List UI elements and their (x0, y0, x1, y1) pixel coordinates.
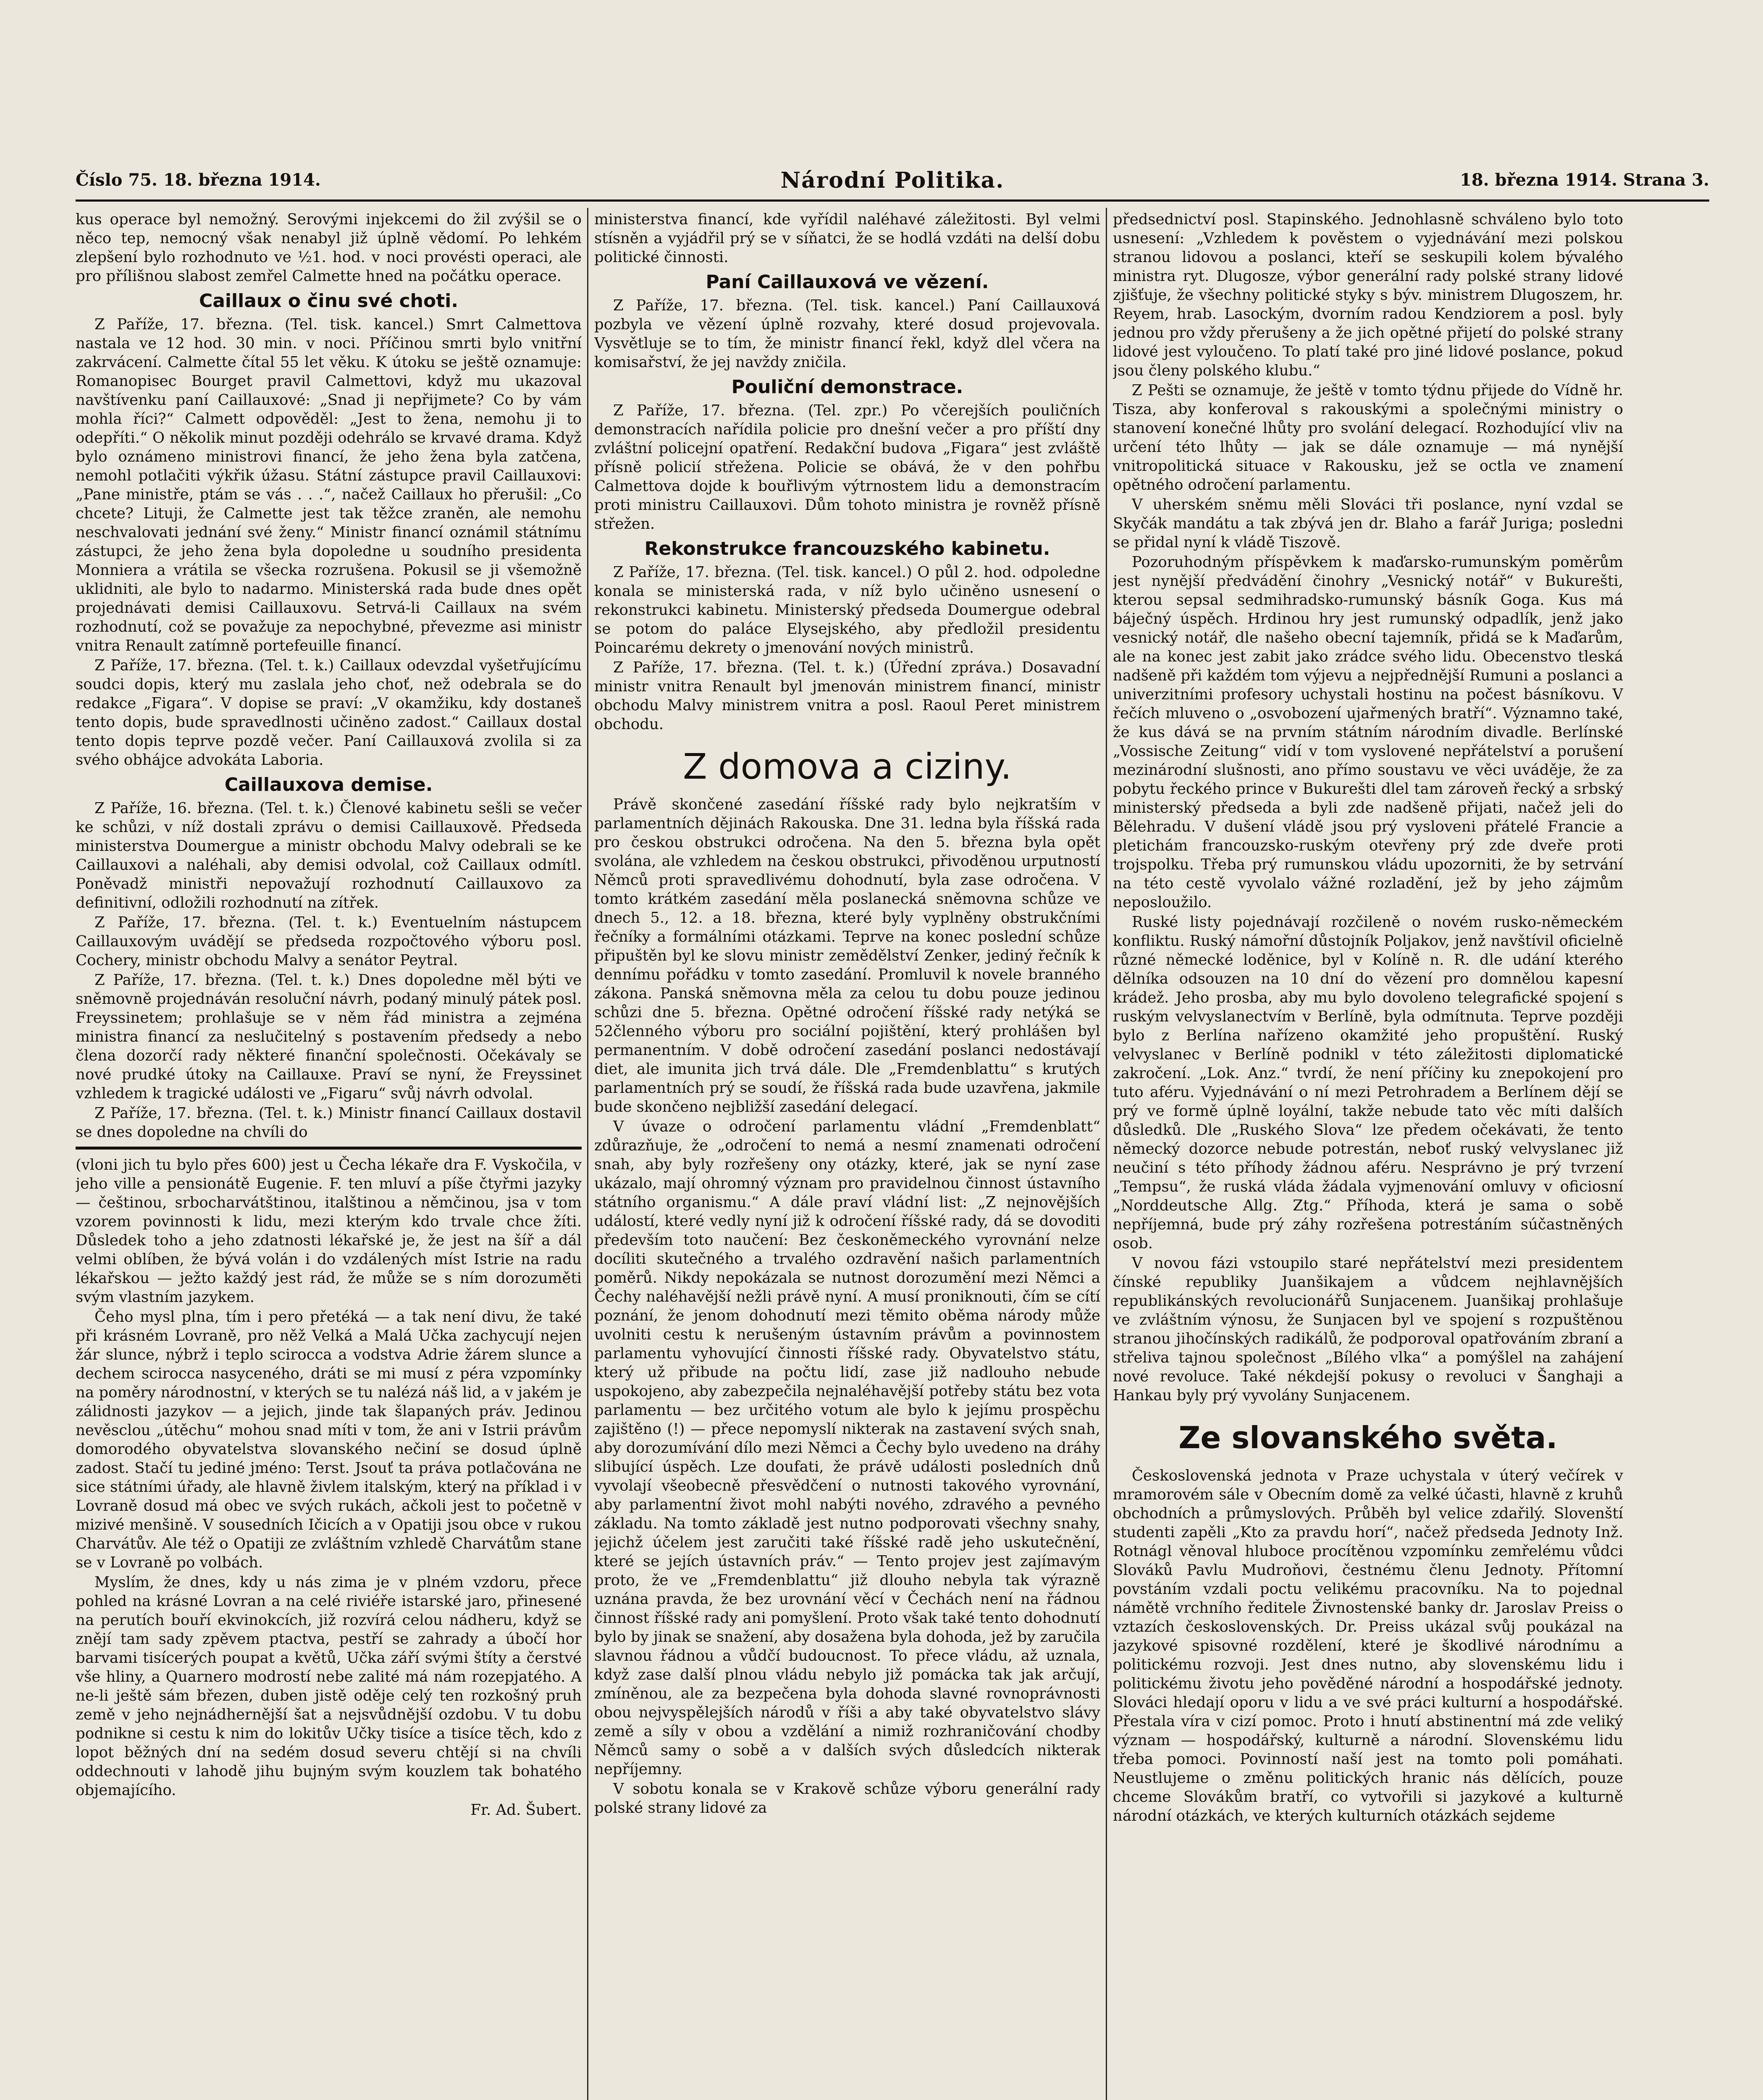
paragraph: Československá jednota v Praze uchystala v úterý večírek v mramorovém sále v Obecním domě za velké účasti, hlavně z kruhů obchodních a průmyslových. Průběh byl velice zdařilý. Slovenští studenti zapěli „Kto za pravdu horí“, načež předseda Jednoty Inž. Rotnágl věnoval hluboce procítěnou vzpomínku zemřelému vůdci Slováků Pavlu Mudroňovi, čestnému členu Jednoty. Přítomní povstáním vzdali poctu velikému pracovníku. Na to pojednal námětě vrchního ředitele Živnostenské banky dr. Jaroslav Preiss o vztazích československých. Dr. Preiss ukázal svůj poukázal na jazykové spisovné rozdělení, které je škodlivé národnímu a politickému rozvoji. Jest dnes nutno, aby slovenskému lidu i politickému životu jeho pověděné národní a hospodářské jednoty. Slováci hledají oporu v lidu a ve své práci kulturní a hospodářské. Přestala víra v cizí pomoc. Proto i hnutí abstinentní má zde veliký význam — hospodářský, kulturně a národní. Slovenskému lidu třeba pomoci. Povinností naší jest na tomto poli pomáhati. Neustlujeme o změnu politických hranic nás dělících, pouze chceme Slovákům bratří, co vytvořili si jazykové a kulturně národní otázkách, ve kterých kulturních otázkách sejdeme (1113, 1467, 1623, 1824)
paragraph: Z Paříže, 17. března. (Tel. t. k.) Eventuelním nástupcem Caillauxovým uvádějí se předseda rozpočtového výboru posl. Cochery, ministr obchodu Malvy a senátor Peytral. (76, 914, 582, 969)
paragraph: V uherském sněmu měli Slováci tři poslance, nyní vzdal se Skyčák mandátu a tak zbývá jen dr. Blaho a farář Juriga; posledni se přidal nyní k vládě Tiszově. (1113, 496, 1623, 551)
column-rule (1106, 208, 1107, 2100)
rubric-heading: Z domova a ciziny. (683, 746, 1012, 787)
author-signature: Fr. Ad. Šubert. (470, 1801, 582, 1819)
section-heading: Caillauxova demise. (224, 774, 433, 795)
paragraph: Z Paříže, 17. března. (Tel. t. k.) Caillaux odevzdal vyšetřujícímu soudci dopis, který mu zaslala jeho choť, než odebrala se do redakce „Figara“. V dopise se praví: „V okamžiku, kdy dostaneš tento dopis, bude spravedlnosti učiněno zadost.“ Caillaux dostal tento dopis teprve pozdě večer. Paní Caillauxová zvolila si za svého obhájce advokáta Laboria. (76, 657, 582, 769)
section-heading: Caillaux o činu své choti. (199, 290, 459, 312)
date-page-number: 18. března 1914. Strana 3. (1460, 170, 1709, 190)
column-2 (594, 210, 1100, 2100)
paragraph: Z Paříže, 17. března. (Tel. tisk. kancel.) Paní Caillauxová pozbyla ve vězení úplně rozvahy, které dosud projevovala. Vysvětluje se to tím, že ministr financí řekl, když dlel včera na komisařství, že jej navždy zničila. (594, 297, 1100, 371)
paragraph: Z Paříže, 17. března. (Tel. tisk. kancel.) Smrt Calmettova nastala ve 12 hod. 30 min. v noci. Příčinou smrti bylo vnitřní zakrvácení. Calmette čítal 55 let věku. K útoku se ještě oznamuje: Romanopisec Bourget pravil Calmettovi, když mu ukazoval navštívenku paní Caillauxové: „Snad ji nepřijmete? Co by vám mohla říci?“ Calmett odpověděl: „Jest to žena, nemohu ji to odepříti.“ O několik minut později odehrálo se krvavé drama. Když bylo oznámeno ministrovi financí, že jeho žena byla zatčena, nemohl potlačiti výkřik úžasu. Státní zástupce pravil Caillauxovi: „Pane ministře, ptám se vás . . .“, načež Caillaux ho přerušil: „Co chcete? Lituji, že Calmette jest tak těžce zraněn, ale nemohu neschvalovati jednání své ženy.“ Ministr financí oznámil státnímu zástupci, že jeho žena byla dopoledne u soudního presidenta Monniera a vrátila se všecka rozrušena. Pokusil se ji všemožně uklidniti, ale bylo to nadarmo. Ministerská rada bude dnes opět projednávati demisi Caillauxovu. Setrvá-li Caillaux na svém rozhodnutí, což se považuje za nepochybné, převezme asi ministr vnitra Renault zatímně portefeuille financí. (76, 316, 582, 654)
paragraph: Právě skončené zasedání říšské rady bylo nejkratším v parlamentních dějinách Rakouska. Dne 31. ledna byla říšská rada pro českou obstrukci odročena. Na den 5. března byla opět svolána, ale vzhledem na českou obstrukci, přivoděnou urputností Němců proti spravedlivému dohodnutí, byla zase odročena. V tomto krátkém zasedání měla poslanecká sněmovna schůze ve dnech 5., 12. a 18. března, které byly vyplněny obstrukčními řečníky a formálními otázkami. Teprve na konec poslední schůze připuštěn byl ke slovu ministr zemědělství Zenker, jediný řečník k dennímu pořádku v tomto zasedání. Promluvil k novele branného zákona. Panská sněmovna měla za celou tu dobu pouze jedinou schůzi dne 5. března. Opětné odročení říšské rady netýká se 52členného výboru pro sociální pojištění, který prohlášen byl permanentním. V době odročení zasedání poslanci nedostávají diet, ale imunita jich trvá dále. Dle „Fremdenblattu“ s krutých parlamentních prý se soudí, že říšská rada bude uzavřena, jakmile bude skončeno nejbližší zasedání delegací. (594, 796, 1100, 1116)
column-1 (76, 210, 582, 2100)
paragraph: Z Paříže, 17. března. (Tel. t. k.) (Úřední zpráva.) Dosavadní ministr vnitra Renault byl jmenován ministrem financí, ministr obchodu Malvy ministrem vnitra a posl. Raoul Peret ministrem obchodu. (594, 659, 1100, 733)
paragraph: (vloni jich tu bylo přes 600) jest u Čecha lékaře dra F. Vyskočila, v jeho ville a pensionátě Eugenie. F. ten mluví a píše čtyřmi jazyky — češtinou, srbocharvátštinou, italštinou a němčinou, jsa v tom vzorem povinnosti k lidu, mezi kterým kdo trvale chce žíti. Důsledek toho a jeho zdatnosti lékařské je, že jest na šíř a dál velmi oblíben, že bývá volán i do vzdálených míst Istrie na radu lékařskou — ježto každý jest rád, že může se s ním dorozuměti svým vlastním jazykem. (76, 1156, 582, 1306)
paragraph: V novou fázi vstoupilo staré nepřátelství mezi presidentem čínské republiky Juanšikajem a vůdcem nejhlavnějších republikánských revolucionářů Sunjacenem. Juanšikaj prohlašuje ve zvláštním výnosu, že Sunjacen byl ve spojení s rozpuštěnou stranou jihočínských radikálů, že podporoval opatřováním zbraní a střeliva tajnou společnost „Bílého vlka“ a pomýšlel na zahájení nové revoluce. Také nékdejší pokusy o revoluci v Šanghaji a Hankau byly prý vyvolány Sunjacenem. (1113, 1255, 1623, 1404)
rubric-heading: Ze slovanského světa. (1178, 1420, 1558, 1455)
paragraph: V sobotu konala se v Krakově schůze výboru generální rady polské strany lidové za (594, 1780, 1100, 1816)
paragraph: V úvaze o odročení parlamentu vládní „Fremdenblatt“ zdůrazňuje, že „odročení to nemá a nesmí znamenati odročení snah, aby byly rozřešeny ony otázky, které, jak se nyní zase ukázalo, mají ohromný význam pro pravidelnou činnost ústavního státního organismu.“ A dále praví vládní list: „Z nejnovějších událostí, které vedly nyní již k odročení říšské rady, dá se dovoditi především toto naučení: Bez českoněmeckého vyrovnání nelze docíliti skutečného a trvalého ozdravění našich parlamentních poměrů. Nikdy nepokázala se nutnost dorozumění mezi Němci a Čechy naléhavější nežli právě nyní. A musí proniknouti, čím se cítí poznání, že jenom dohodnutí mezi těmito oběma národy může uvolniti cestu k nerušeným ústavním právům a povinnostem parlamentu vyhovující činnosti říšské rady. Obyvatelstvo státu, který už přibude na počtu lidí, zase již nadlouho nebude uspokojeno, aby zabezpečila nejnaléhavější potřeby státu bez vota parlamentu — bez určitého votum ale bylo k jejímu prospěchu zajištěno (!) — přece nepomyslí nikterak na zastavení svých snah, aby dorozumívání dílo mezi Němci a Čechy bylo uvedeno na dráhy slibující úspěch. Lze doufati, že právě události posledních dnů vyvolají všeobecně přesvědčení o nutnosti takového vyrovnání, aby parlamentní život mohl nabýti nového, zdravého a pevného základu. Na tomto základě jest nutno podporovati všechny snahy, jejichž účelem jest zaručiti také říšské radě jeho uskutečnění, které se jejích ústavních práv.“ — Tento projev jest zajímavým proto, že ve „Fremdenblattu“ již dlouho nebyla tak výrazně uznána pravda, že bez urovnání věcí v Čechách není na řádnou činnost říšské rady ani pomyšlení. Proto však také tento dohodnutí bylo by jinak se snažení, aby dosažena byla dohoda, jež by zaručila slavnou řádnou a vůdčí budoucnost. To přece vládu, až uznala, když zase další plnou vládu nebylo již pomácka tak jak arčují, zmíněnou, ale za bezpečena byla dohoda slavné rovnoprávnosti obou nejvyspělejších národů v říši a aby také obyvatelstvo slávy země a síly v obou a vzdělání a nimiž rozhraničování chodby Němců samy o sobě a v dalších svých důsledcích nikterak nepříjemny. (594, 1118, 1100, 1778)
paragraph: ministerstva financí, kde vyřídil naléhavé záležitosti. Byl velmi stísněn a vyjádřil prý se v síňatci, že se hodlá vzdáti na delší dobu politické činnosti. (594, 211, 1100, 266)
newspaper-title: Národní Politika. (780, 168, 1005, 193)
paragraph: Z Paříže, 16. března. (Tel. t. k.) Členové kabinetu sešli se večer ke schůzi, v níž dostali zprávu o demisi Caillauxově. Předseda ministerstva Doumergue a ministr obchodu Malvy odebrali se ke Caillauxovi a naléhali, aby demisi odvolal, což Caillaux odmítl. Poněvadž ministři nepovažují rozhodnutí Caillauxovo za definitivní, odložili rozhodnutí na zítřek. (76, 800, 582, 911)
section-heading: Paní Caillauxová ve vězení. (706, 271, 989, 293)
paragraph: Z Paříže, 17. března. (Tel. tisk. kancel.) O půl 2. hod. odpoledne konala se ministerská rada, v níž bylo učiněno usnesení o rekonstrukci kabinetu. Ministerský předseda Doumergue odebral se potom do paláce Elysejského, aby předložil presidentu Poincarému dekrety o jmenování nových ministrů. (594, 564, 1100, 656)
issue-number-date: Číslo 75. 18. března 1914. (76, 170, 321, 190)
feuilleton-divider (76, 1147, 582, 1150)
section-heading: Rekonstrukce francouzského kabinetu. (644, 538, 1050, 559)
paragraph: Pozoruhodným příspěvkem k maďarsko-rumunským poměrům jest nynější předvádění činohry „Vesnický notář“ v Bukurešti, kterou sepsal sedmihradsko-rumunský básník Goga. Kus má báječný úspěch. Hrdinou hry jest rumunský odpadlík, jenž jako vesnický notář, dle našeho obecní tajemník, přidá se k Maďarům, ale na konec jest zabit jako zrádce svého lidu. Obecenstvo tleská nadšeně při každém tom výjevu a nejpřednější Rumuni a poslanci a univerzitními profesory uchystali hostinu na počest básníkovu. V řečích mluveno o „osvobození ujařmených bratří“. Významno také, že kus dává se na prvním státním národním divadle. Berlínské „Vossische Zeitung“ vidí v tom vyslovené nepřátelství a porušení mezinárodní slušnosti, ano přímo soustavu ve věci uváděje, že za pobytu řeckého prince v Bukurešti dlel tam zároveň řecký a srbský ministerský předseda a byli zde nadšeně přijati, načež jeli do Bělehradu. V dušení vládě jsou prý vysloveni přátelé Francie a pletichám francouzsko-ruským otevřeny prý zde dveře proti trojspolku. Třeba prý rumunskou vládu upozorniti, že by setrvání na této cestě vyvolalo vážné rozladění, jež by jeho zájmům neposloužilo. (1113, 554, 1623, 911)
masthead (76, 166, 1709, 202)
column-rule (587, 208, 588, 2100)
paragraph: předsednictví posl. Stapinského. Jednohlasně schváleno bylo toto usnesení: „Vzhledem k pověstem o vyjednávání mezi polskou stranou lidovou a poslanci, kteří se seskupili kolem bývalého ministra ryt. Dlugosze, výbor generální rady polské strany lidové zjišťuje, že všechny politické styky s býv. ministrem Dlugoszem, hr. Reyem, hrab. Lasockým, dvorním radou Kendziorem a posl. byly jednou pro vždy přerušeny a že jich opětné přijetí do polské strany lidové jest vyloučeno. To platí také pro jiné lidové poslance, pokud jsou členy polského klubu.“ (1113, 211, 1623, 379)
paragraph: Ruské listy pojednávají rozčileně o novém rusko-německém konfliktu. Ruský námořní důstojník Poljakov, jenž navštívil oficielně různé německé loděnice, byl v Kolíně n. R. dle udání kterého dělníka odsouzen na 10 dní do vězení pro domnělou kapesní krádež. Jeho prosba, aby mu bylo dovoleno telegrafické spojení s ruským velvyslanectvím v Berlíně, byla odmítnuta. Teprve později bylo z Berlína nařízeno okamžité jeho propuštění. Ruský velvyslanec v Berlíně podnikl v této záležitosti diplomatické zakročení. „Lok. Anz.“ tvrdí, že není příčiny ku znepokojení pro tuto aféru. Vyjednávání o ní mezi Petrohradem a Berlínem dějí se prý ve formě úplně loyální, takže nebude tato věc míti dalších důsledků. Dle „Ruského Slova“ lze předem očekávati, že tento německý dozorce nebude potrestán, neboť ruský velvyslanec již neučiní s této příhody žádnou aféru. Nesprávno je prý tvrzení „Tempsu“, že ruská vláda žádala vyjmenování omluvy v oficiosní „Norddeutsche Allg. Ztg.“ Příhoda, která je sama o sobě nepříjemná, bude prý záhy rozřešena potrestáním súčastněných osob. (1113, 914, 1623, 1252)
paragraph: Z Pešti se oznamuje, že ještě v tomto týdnu přijede do Vídně hr. Tisza, aby konferoval s rakouskými a společnými ministry o stanovení konečné lhůty pro svolání delegací. Rozhodující vliv na určení této lhůty — jak se dále oznamuje — má nynější vnitropolitická situace v Rakousku, jež se octla ve znamení opětného odročení parlamentu. (1113, 382, 1623, 494)
paragraph: Z Paříže, 17. března. (Tel. t. k.) Ministr financí Caillaux dostavil se dnes dopoledne na chvíli do (76, 1105, 582, 1141)
paragraph: Myslím, že dnes, kdy u nás zima je v plném vzdoru, přece pohled na krásné Lovran a na celé riviéře istarské jaro, přinesené na perutích bouří ekvinokcích, již rozvírá celou nádheru, když se znějí tam sady zpěvem ptactva, pestří se zahrady a úbočí hor barvami tisícerých poupat a květů, Učka září svými štíty a čerstvé vše hliny, a Quarnero modrostí nebe zalité má nám rozepjatého. A ne-li ještě sám březen, duben jistě oděje celý ten rozkošný pruh země v jeho nejnádhernější šat a nejsvůdnější ozdobu. V tu dobu podnikne si cestu k nim do lokitův Učky tisíce a tisíce těch, kdo z lopot běžných dní na sedém dosud severu chtějí si na chvíli oddechnouti v lahodě jihu bujným svým kouzlem tak bohatého objemajícího. (76, 1574, 582, 1799)
section-heading: Pouliční demonstrace. (731, 376, 963, 398)
paragraph: Z Paříže, 17. března. (Tel. zpr.) Po včerejších pouličních demonstracích nařídila policie pro dnešní večer a pro příští dny zvláštní policejní opatření. Redakční budova „Figara“ jest zvláště přísně policií střežena. Policie se obává, že v den pohřbu Calmettova dojde k bouřlivým výtrnostem lidu a demonstracím proti ministru Caillauxovi. Dům tohoto ministra je rovněž přísně střežen. (594, 402, 1100, 533)
paragraph: Z Paříže, 17. března. (Tel. t. k.) Dnes dopoledne měl býti ve sněmovně projednáván resoluční návrh, podaný minulý pátek posl. Freyssinetem; prohlašuje se v něm řád ministra a zejména ministra financí za neslučitelný s postavením předsedy a nebo člena dozorčí rady některé finanční společnosti. Očekávaly se nové prudké útoky na Caillauxe. Praví se nyní, že Freyssinet vzhledem k tragické události ve „Figaru“ svůj návrh odvolal. (76, 971, 582, 1102)
column-3 (1113, 210, 1623, 2100)
paragraph: Čeho mysl plna, tím i pero přetéká — a tak není divu, že také při krásném Lovraně, pro něž Velká a Malá Učka zachycují nejen žár slunce, nýbrž i teplo scirocca a vodstva Adrie žárem slunce a dechem scirocca nasyceného, dráti se mi musí z péra vzpomínky na poměry národnostní, v kterých se tu nalézá náš lid, a v jakém je zálidnosti jazykov — a jejich, jinde tak šlapaných práv. Jedinou nevěsclou „útěchu“ mohou snad míti v tom, že ani v Istrii právům domorodého obyvatelstva slovanského nečiní se dosud úplně zadost. Stačí tu jediné jméno: Terst. Jsouť ta práva potlačována ne sice státními úřady, ale hlavně živlem italským, který na příklad i v Lovraně dosud má obec ve svých rukách, ačkoli jest to početně v mizivé menšině. V sousedních Ičicích a v Opatiji jsou obce v rukou Charvátův. Ale též o Opatiji ze zvláštním vzhledě Charvátům stane se v Lovraně po volbách. (76, 1308, 582, 1571)
paragraph: kus operace byl nemožný. Serovými injekcemi do žil zvýšil se o něco tep, nemocný však nenabyl již úplně vědomí. Po lehkém zlepšení bylo rozhodnuto ve ½1. hod. v noci provésti operaci, ale pro přílišnou slabost zemřel Calmette hned na počátku operace. (76, 211, 582, 285)
